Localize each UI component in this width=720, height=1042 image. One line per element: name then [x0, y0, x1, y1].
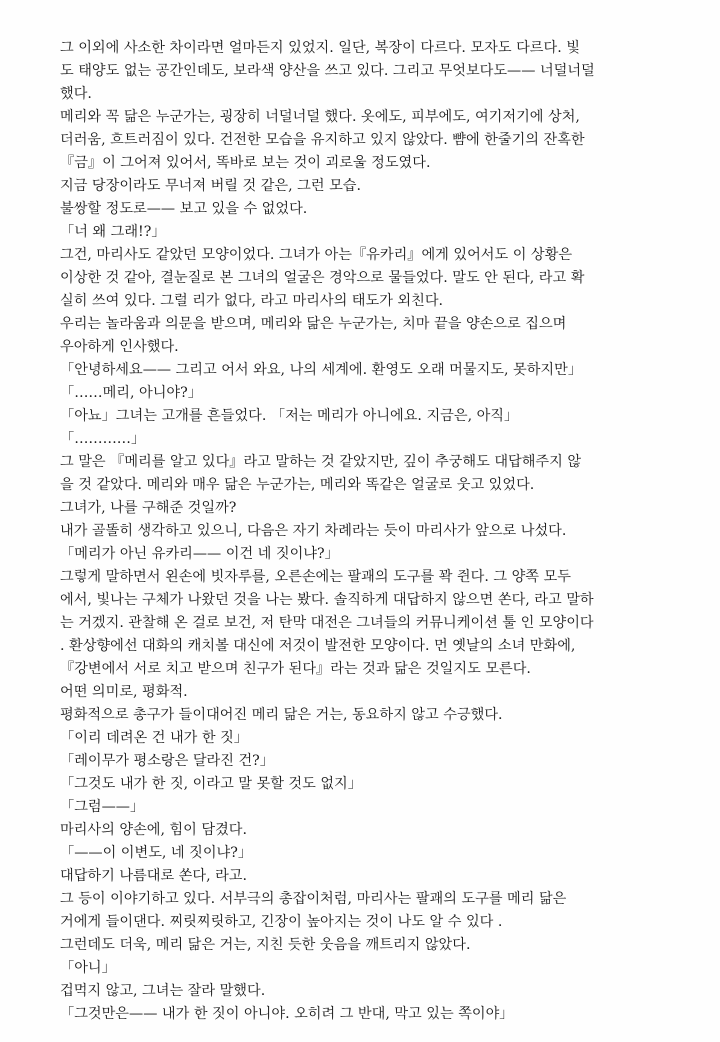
text-line: 더러움, 흐트러짐이 있다. 건전한 모습을 유지하고 있지 않았다. 뺨에 한줄기의 잔혹한: [60, 132, 585, 148]
text-line: 「안녕하세요—— 그리고 어서 와요, 나의 세계에. 환영도 오래 머물지도, 못하지만」: [60, 362, 583, 378]
text-line: 그 등이 이야기하고 있다. 서부극의 총잡이처럼, 마리사는 팔괘의 도구를 메리 닮은: [60, 891, 567, 907]
text-line: 우아하게 인사했다.: [60, 339, 179, 355]
text-line: 불쌍할 정도로—— 보고 있을 수 없었다.: [60, 201, 308, 217]
text-line: 내가 골똘히 생각하고 있으니, 다음은 자기 차례라는 듯이 마리사가 앞으로 나섰다.: [60, 523, 567, 539]
body-text: [60, 37, 696, 1026]
text-line: 마리사의 양손에, 힘이 담겼다.: [60, 822, 248, 838]
text-line: 「이리 데려온 건 내가 한 짓」: [60, 730, 248, 746]
text-line: 그렇게 말하면서 왼손에 빗자루를, 오른손에는 팔괘의 도구를 꽉 쥔다. 그 양쪽 모두: [60, 569, 571, 585]
text-line: 「너 왜 그래!?」: [60, 224, 166, 240]
text-line: 지금 당장이라도 무너져 버릴 것 같은, 그런 모습.: [60, 178, 361, 194]
text-line: 「그것도 내가 한 짓, 이라고 말 못할 것도 없지」: [60, 776, 362, 792]
text-line: 「그것만은—— 내가 한 짓이 아니야. 오히려 그 반대, 막고 있는 쪽이야」: [60, 1006, 514, 1022]
text-line: 그 이외에 사소한 차이라면 얼마든지 있었지. 일단, 복장이 다르다. 모자도 다르다. 빛: [60, 40, 580, 56]
text-line: 도 태양도 없는 공간인데도, 보라색 양산을 쓰고 있다. 그리고 무엇보다도—— 너덜너덜: [60, 63, 595, 79]
text-line: 우리는 놀라움과 의문을 받으며, 메리와 닮은 누군가는, 치마 끝을 양손으로 집으며: [60, 316, 567, 332]
text-line: 『강변에서 서로 치고 받으며 친구가 된다』라는 것과 닮은 것일지도 모른다.: [60, 661, 531, 677]
text-line: 어떤 의미로, 평화적.: [60, 684, 188, 700]
text-line: 「…………」: [60, 431, 146, 447]
text-line: . 환상향에선 대화의 캐치볼 대신에 저것이 발전한 모양이다. 먼 옛날의 소녀 만화에,: [60, 638, 576, 654]
text-line: 「——이 이변도, 네 짓이냐?」: [60, 845, 253, 861]
text-line: 실히 쓰여 있다. 그럴 리가 없다, 라고 마리사의 태도가 외친다.: [60, 293, 444, 309]
text-line: 그런데도 더욱, 메리 닮은 거는, 지친 듯한 웃음을 깨트리지 않았다.: [60, 937, 471, 953]
text-line: 평화적으로 총구가 들이대어진 메리 닮은 거는, 동요하지 않고 수긍했다.: [60, 707, 503, 723]
text-line: 이상한 것 같아, 결눈질로 본 그녀의 얼굴은 경악으로 물들었다. 말도 안 된다, 라고 확: [60, 270, 585, 286]
text-line: 그녀가, 나를 구해준 것일까?: [60, 500, 237, 516]
text-line: 을 것 같았다. 메리와 매우 닮은 누군가는, 메리와 똑같은 얼굴로 웃고 있었다.: [60, 477, 535, 493]
text-line: 에서, 빛나는 구체가 나왔던 것을 나는 봤다. 솔직하게 대답하지 않으면 쏜다, 라고 말하: [60, 592, 594, 608]
text-line: 했다.: [60, 86, 92, 102]
text-line: 『금』이 그어져 있어서, 똑바로 보는 것이 괴로울 정도였다.: [60, 155, 431, 171]
text-line: 「아뇨」그녀는 고개를 흔들었다. 「저는 메리가 아니에요. 지금은, 아직」: [60, 408, 519, 424]
text-line: 대답하기 나름대로 쏜다, 라고.: [60, 868, 248, 884]
text-line: 는 거겠지. 관찰해 온 걸로 보건, 저 탄막 대전은 그녀들의 커뮤니케이션 툴 인 모양이다: [60, 615, 594, 631]
text-line: 「……메리, 아니야?」: [60, 385, 202, 401]
text-line: 겁먹지 않고, 그녀는 잘라 말했다.: [60, 983, 266, 999]
text-line: 「아니」: [60, 960, 116, 976]
text-line: 그건, 마리사도 같았던 모양이었다. 그녀가 아는『유카리』에게 있어서도 이 상황은: [60, 247, 573, 263]
text-line: 메리와 꼭 닮은 누군가는, 굉장히 너덜너덜 했다. 옷에도, 피부에도, 여기저기에 상처,: [60, 109, 580, 125]
text-line: 그 말은 『메리를 알고 있다』라고 말하는 것 같았지만, 깊이 추궁해도 대답해주지 않: [60, 454, 582, 470]
text-line: 「그럼——」: [60, 799, 145, 815]
text-line: 거에게 들이댄다. 찌릿찌릿하고, 긴장이 높아지는 것이 나도 알 수 있다 .: [60, 914, 503, 930]
text-line: 「레이무가 평소랑은 달라진 건?」: [60, 753, 274, 769]
text-line: 「메리가 아닌 유카리—— 이건 네 짓이냐?」: [60, 546, 339, 562]
